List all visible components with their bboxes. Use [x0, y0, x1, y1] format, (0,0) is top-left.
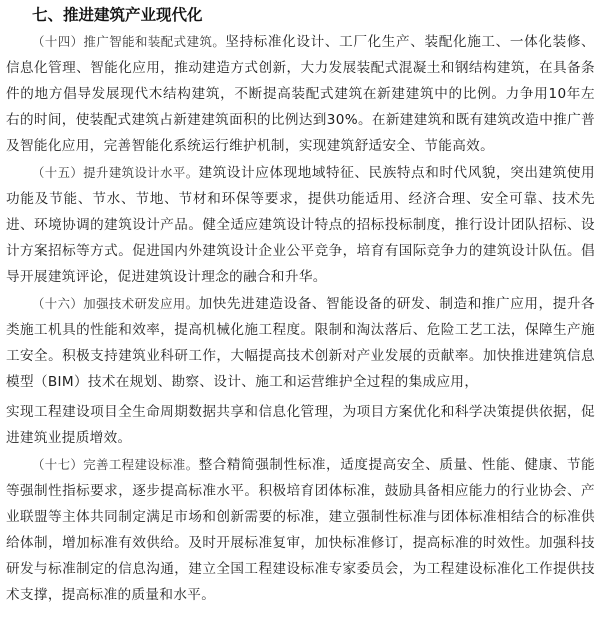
paragraph-14-lead: （十四）推广智能和装配式建筑。 [32, 34, 226, 49]
paragraph-15-text: 建筑设计应体现地域特征、民族特点和时代风貌，突出建筑使用功能及节能、节水、节地、节材和环保等要求，提供功能适用、经济合理、安全可靠、技术先进、环境协调的建筑设计产品。健全适应建筑设计特点的招标投标制度，推行设计团队招标、设计方案招标等方式。促进国内外建筑设计企业公平竞争，培育有国际竞争力的建筑设计队伍。倡导开展建筑评论，促进建筑设计理念的融合和升华。 [6, 165, 595, 285]
paragraph-16-lead: （十六）加强技术研发应用。 [32, 296, 199, 311]
paragraph-16-continued-text: 实现工程建设项目全生命周期数据共享和信息化管理，为项目方案优化和科学决策提供依据，促进建筑业提质增效。 [6, 404, 595, 446]
paragraph-17 [6, 452, 595, 608]
paragraph-15-lead: （十五）提升建筑设计水平。 [32, 165, 199, 180]
paragraph-14-text: 坚持标准化设计、工厂化生产、装配化施工、一体化装修、信息化管理、智能化应用，推动建造方式创新，大力发展装配式混凝土和钢结构建筑，在具备条件的地方倡导发展现代木结构建筑，不断提高装配式建筑在新建建筑中的比例。力争用10年左右的时间，使装配式建筑占新建建筑面积的比例达到30%。在新建建筑和既有建筑改造中推广普及智能化应用，完善智能化系统运行维护机制，实现建筑舒适安全、节能高效。 [6, 34, 596, 154]
paragraph-14 [6, 29, 595, 159]
paragraph-17-text: 整合精简强制性标准，适度提高安全、质量、性能、健康、节能等强制性指标要求，逐步提高标准水平。积极培育团体标准，鼓励具备相应能力的行业协会、产业联盟等主体共同制定满足市场和创新需要的标准，建立强制性标准与团体标准相结合的标准供给体制，增加标准有效供给。及时开展标准复审，加快标准修订，提高标准的时效性。加强科技研发与标准制定的信息沟通，建立全国工程建设标准专家委员会，为工程建设标准化工作提供技术支撑，提高标准的质量和水平。 [6, 457, 595, 603]
paragraph-16-continued [6, 399, 595, 451]
paragraph-16 [6, 291, 595, 395]
section-heading: 七、推进建筑产业现代化 [32, 6, 203, 24]
paragraph-16-text: 加快先进建造设备、智能设备的研发、制造和推广应用，提升各类施工机具的性能和效率，提高机械化施工程度。限制和淘汰落后、危险工艺工法，保障生产施工安全。积极支持建筑业科研工作，大幅提高技术创新对产业发展的贡献率。加快推进建筑信息模型（BIM）技术在规划、勘察、设计、施工和运营维护全过程的集成应用， [6, 296, 595, 390]
paragraph-17-lead: （十七）完善工程建设标准。 [32, 457, 199, 472]
paragraph-15 [6, 160, 595, 290]
